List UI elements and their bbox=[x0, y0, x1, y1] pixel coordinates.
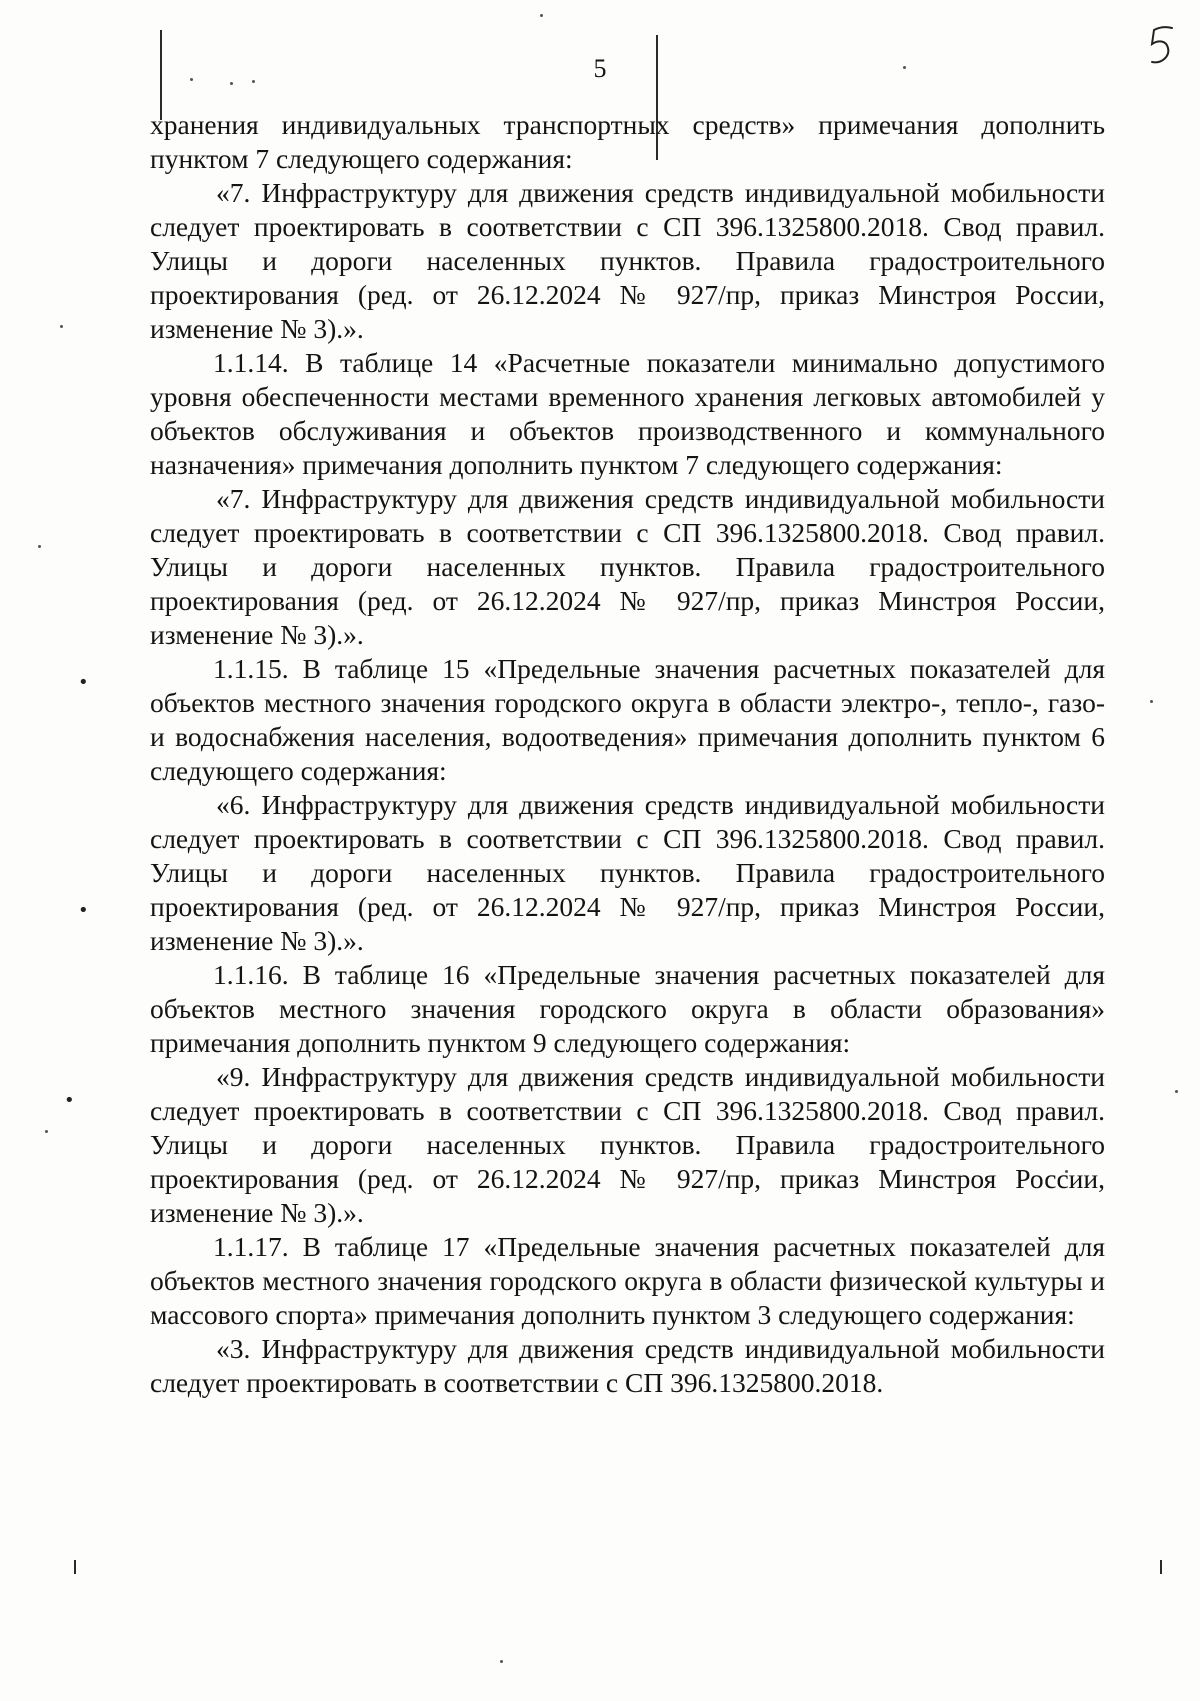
scan-line-bottom-left bbox=[74, 1560, 76, 1574]
paragraph-item-1-1-14: 1.1.14. В таблице 14 «Расчетные показатели минимально допустимого уровня обеспеченности местами временного хранения легковых автомобилей у объектов обслуживания и объектов производственного и коммунального назначения» примечания дополнить пунктом 7 следующего содержания: bbox=[150, 347, 1105, 480]
paragraph-quote: «7. Инфраструктуру для движения средств индивидуальной мобильности следует проектировать в соответствии с СП 396.1325800.2018. Свод правил. Улицы и дороги населенных пунктов. Правила градостроительного проектирования (ред. от 26.12.2024 № 927/пр, приказ Минстроя России, изменение № 3).». bbox=[150, 483, 1105, 650]
scan-speck bbox=[500, 1660, 503, 1663]
document-body bbox=[150, 108, 1105, 1400]
paragraph-quote: «6. Инфраструктуру для движения средств индивидуальной мобильности следует проектировать в соответствии с СП 396.1325800.2018. Свод правил. Улицы и дороги населенных пунктов. Правила градостроительного проектирования (ред. от 26.12.2024 № 927/пр, приказ Минстроя России, изменение № 3).». bbox=[150, 789, 1105, 956]
scan-speck bbox=[1150, 700, 1153, 703]
paragraph-item-1-1-15: 1.1.15. В таблице 15 «Предельные значения расчетных показателей для объектов местного значения городского округа в области электро-, тепло-, газо- и водоснабжения населения, водоотведения» примечания дополнить пунктом 6 следующего содержания: bbox=[150, 653, 1105, 786]
margin-mark: • bbox=[78, 672, 89, 693]
page-number: 5 bbox=[593, 54, 607, 83]
scan-speck bbox=[1175, 1090, 1178, 1093]
scan-speck bbox=[60, 325, 63, 328]
scan-line-bottom-right bbox=[1160, 1560, 1162, 1574]
paragraph-continuation: хранения индивидуальных транспортных средств» примечания дополнить пунктом 7 следующего содержания: bbox=[150, 109, 1105, 174]
paragraph-item-1-1-17: 1.1.17. В таблице 17 «Предельные значения расчетных показателей для объектов местного значения городского округа в области физической культуры и массового спорта» примечания дополнить пунктом 3 следующего содержания: bbox=[150, 1231, 1105, 1330]
margin-mark: • bbox=[78, 900, 89, 921]
paragraph-quote: «3. Инфраструктуру для движения средств индивидуальной мобильности следует проектировать в соответствии с СП 396.1325800.2018. bbox=[150, 1333, 1105, 1398]
margin-mark: • bbox=[64, 1090, 75, 1111]
paragraph-item-1-1-16: 1.1.16. В таблице 16 «Предельные значения расчетных показателей для объектов местного значения городского округа в области образования» примечания дополнить пунктом 9 следующего содержания: bbox=[150, 959, 1105, 1058]
paragraph-quote: «9. Инфраструктуру для движения средств индивидуальной мобильности следует проектировать в соответствии с СП 396.1325800.2018. Свод правил. Улицы и дороги населенных пунктов. Правила градостроительного проектирования (ред. от 26.12.2024 № 927/пр, приказ Минстроя России, изменение № 3).». bbox=[150, 1061, 1105, 1228]
scan-speck bbox=[45, 1130, 48, 1133]
paragraph-quote: «7. Инфраструктуру для движения средств индивидуальной мобильности следует проектировать в соответствии с СП 396.1325800.2018. Свод правил. Улицы и дороги населенных пунктов. Правила градостроительного проектирования (ред. от 26.12.2024 № 927/пр, приказ Минстроя России, изменение № 3).». bbox=[150, 177, 1105, 344]
scan-speck bbox=[38, 545, 41, 548]
scan-speck bbox=[540, 14, 543, 17]
